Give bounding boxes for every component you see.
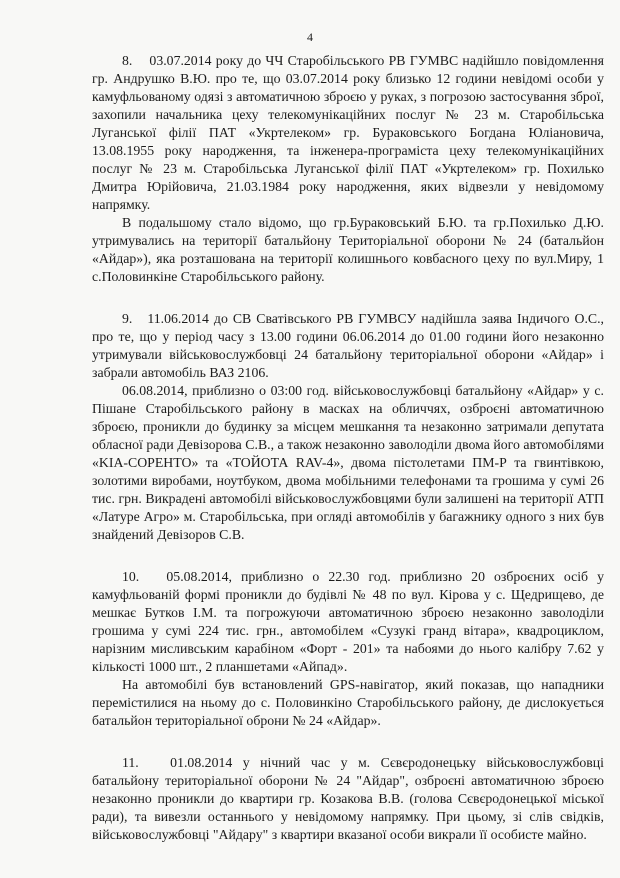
paragraph-9-incident: 06.08.2014, приблизно о 03:00 год. військовослужбовці батальйону «Айдар» у с. Пішане Старобільського району в масках на обличчях, озброєні автоматичною зброєю, проникли до будинку за місцем мешкання та незаконно затримали депутата обласної ради Девізорова С.В., а також незаконно заволоділи двома його автомобілями «KIA-СОРЕНТО» та «ТОЙОТА RAV-4», двома пістолетами ПМ-Р та гвинтівкою, золотими виробами, ноутбуком, двома мобільними телефонами та грошима у сумі 26 тис. грн. Викрадені автомобілі військовослужбовцями були залишені на території АТП «Латуре Агро» м. Старобільська, при огляді автомобілів у багажнику одного з них був знайдений Девізоров С.В.	[92, 383, 604, 542]
paragraph-8: 8. 03.07.2014 року до ЧЧ Старобільського РВ ГУМВС надійшло повідомлення гр. Андрушко В.Ю. про те, що 03.07.2014 року близько 12 години невідомі особи у камуфльованому одязі з автоматичною зброєю у руках, з погрозою застосування зброї, захопили начальника цеху телекомунікаційних послуг № 23 м. Старобільська Луганської філії ПАТ «Укртелеком» гр. Бураковського Богдана Юліановича, 13.08.1955 року народження, та інженера-програміста цеху телекомунікаційних послуг № 23 м. Старобільська Луганської філії ПАТ «Укртелеком» гр. Похилько Дмитра Юрійовича, 21.03.1984 року народження, яких відвезли у невідомому напрямку.	[92, 53, 604, 212]
spacer	[92, 544, 604, 568]
paragraph-8-followup: В подальшому стало відомо, що гр.Бураковський Б.Ю. та гр.Похилько Д.Ю. утримувались на території батальйону Територіальної оборони № 24 (батальйон «Айдар»), яка розташована на території колишнього ковбасного цеху по вул.Миру, 1 с.Половинкіне Старобільського району.	[92, 215, 604, 284]
paragraph-10-followup: На автомобілі був встановлений GPS-навігатор, який показав, що нападники перемістилися на ньому до с. Половинкіно Старобільського району, де дислокується батальйон територіальної оброни № 24 «Айдар».	[92, 677, 604, 728]
document-body	[92, 52, 604, 844]
paragraph-9: 9. 11.06.2014 до СВ Сватівського РВ ГУМВСУ надійшла заява Індичого О.С., про те, що у період часу з 13.00 години 06.06.2014 до 01.00 години його незаконно утримували військовослужбовці 24 батальйону територіальної оборони «Айдар» і забрали автомобіль ВАЗ 2106.	[92, 311, 604, 380]
paragraph-11: 11. 01.08.2014 у нічний час у м. Сєвєродонецьку військовослужбовці батальйону територіальної оборони № 24 "Айдар", озброєні автоматичною зброєю незаконно проникли до квартири гр. Козакова В.В. (голова Сєвєродонецької міської ради), та вивезли останнього у невідомому напрямку. При цьому, зі слів свідків, військовослужбовці "Айдару" з квартири вказаної особи викрали її особисте майно.	[92, 755, 604, 842]
spacer	[92, 730, 604, 754]
spacer	[92, 286, 604, 310]
paragraph-10: 10. 05.08.2014, приблизно о 22.30 год. приблизно 20 озброєних осіб у камуфльованій формі проникли до будівлі № 48 по вул. Кірова у с. Щедрищево, де мешкає Бутков І.М. та погрожуючи автоматичною зброєю незаконно заволоділи грошима у сумі 224 тис. грн., автомобілем «Сузукі гранд вітара», квадроциклом, нарізним мисливським карабіном «Форт - 201» та набоями до нього калібру 7.62 у кількості 1000 шт., 2 планшетами «Айпад».	[92, 569, 604, 674]
page-number: 4	[307, 30, 313, 44]
